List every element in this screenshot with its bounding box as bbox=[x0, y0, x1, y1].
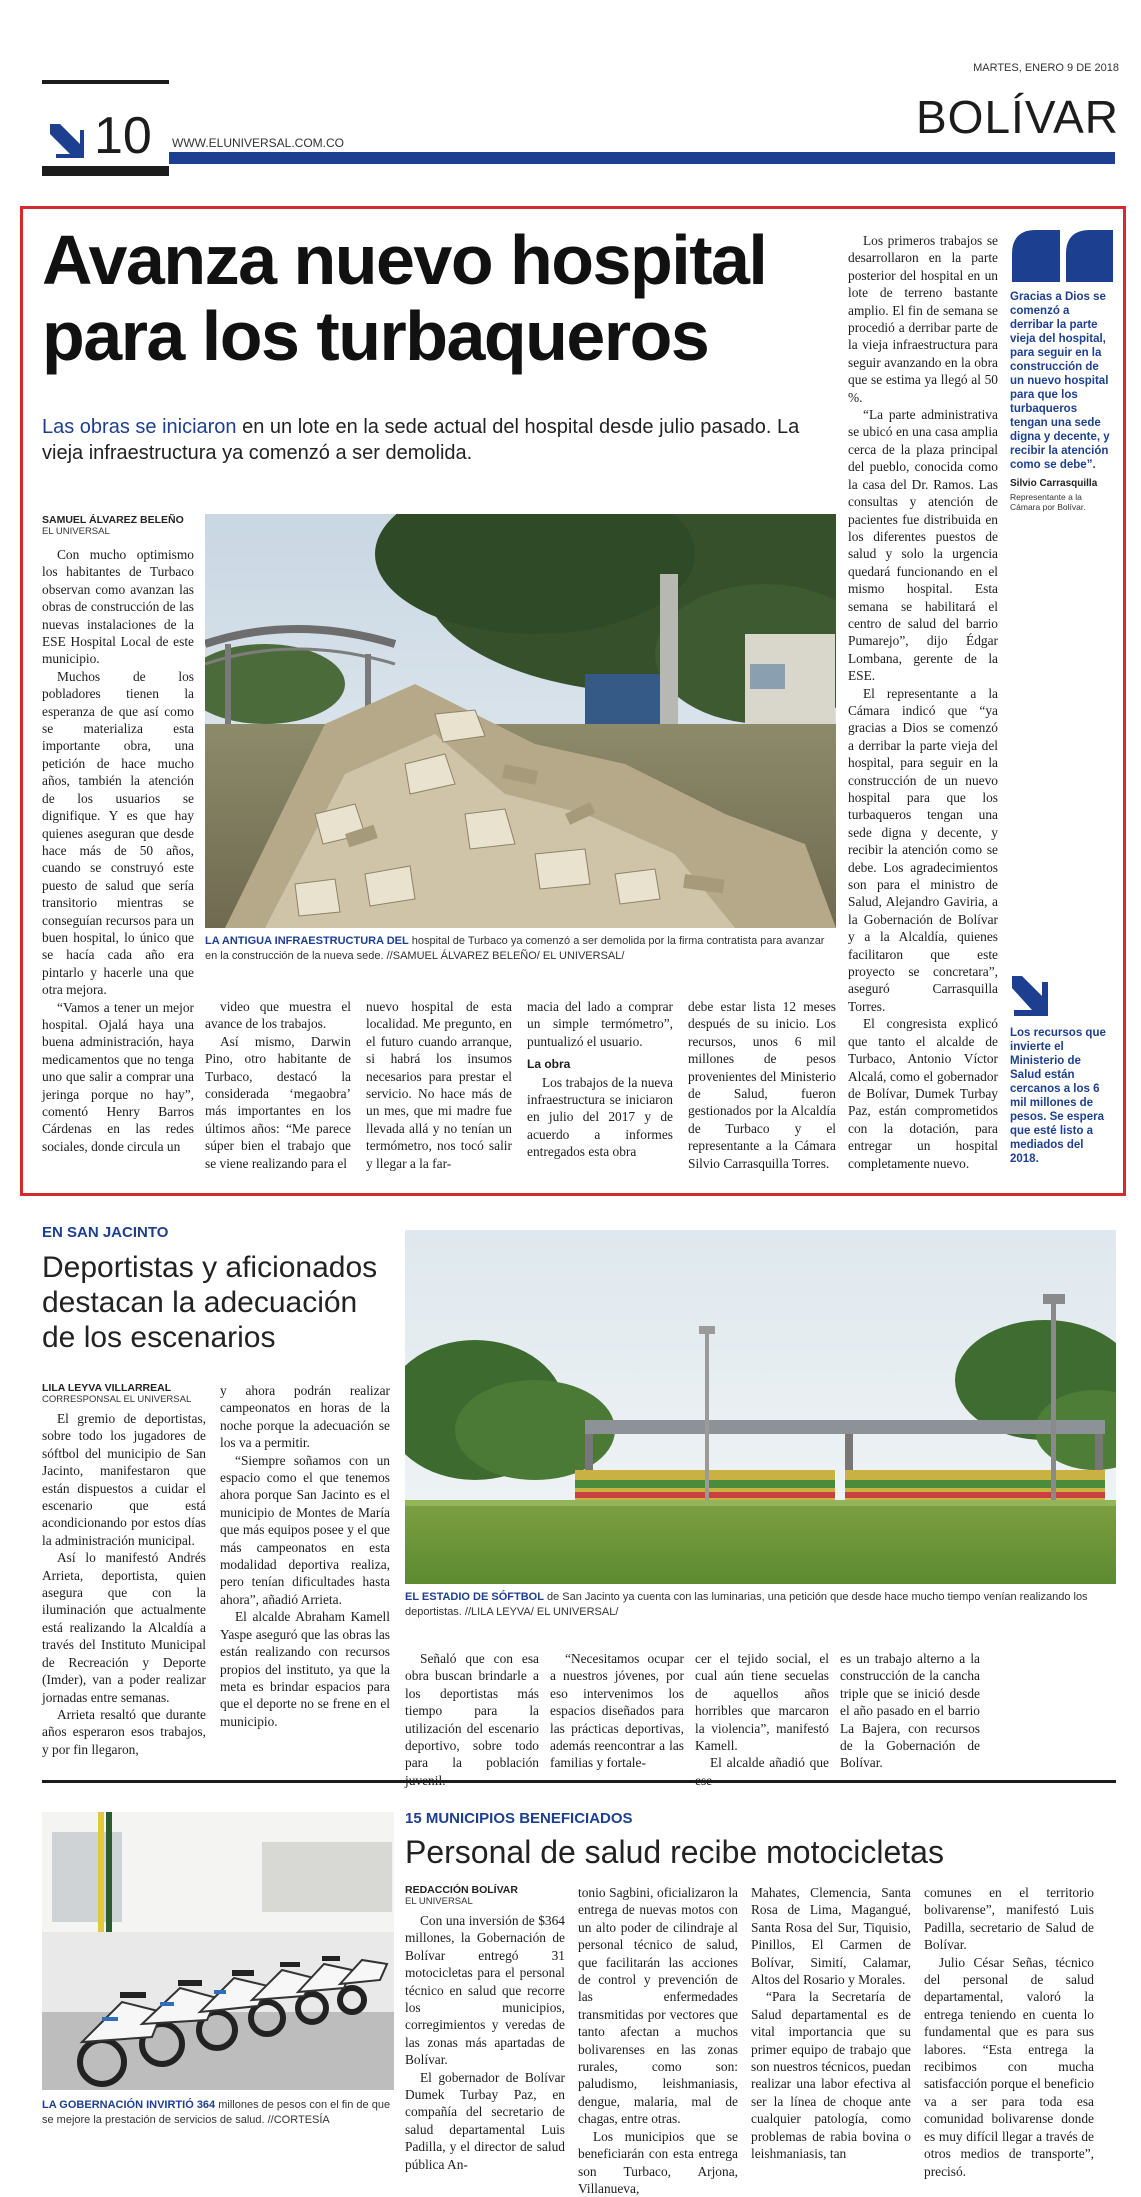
header-arrow-icon bbox=[46, 120, 86, 160]
fact-arrow-icon bbox=[1010, 974, 1050, 1018]
article1-right-col bbox=[848, 232, 998, 1172]
website-url: WWW.ELUNIVERSAL.COM.CO bbox=[172, 136, 345, 150]
article1-byline-role: EL UNIVERSAL bbox=[42, 526, 110, 537]
section-divider bbox=[42, 1780, 1116, 1783]
article1-col2-p1: video que muestra el avance de los trabajos. bbox=[205, 999, 351, 1032]
article3-byline: REDACCIÓN BOLÍVAR bbox=[405, 1884, 518, 1896]
article2-photo-caption bbox=[405, 1590, 1116, 1620]
quote-author-role: Representante a la Cámara por Bolívar. bbox=[1010, 492, 1086, 512]
article3-col2-p1: tonio Sagbini, oficializaron la entrega de nuevas motos con un alto poder de cilindraje al personal técnico de salud, que facilitarán las acciones de control y prevención de las enfermedades transmitidas por vectores que tanto afectan a muchos bolivarenses en las zonas rurales, como son: paludismo, leishmaniasis, dengue, malaria, mal de chagas, entre otras. bbox=[578, 1885, 738, 2127]
page-number-underline bbox=[42, 166, 169, 176]
article3-col4-p2: Julio César Señas, técnico del personal de salud departamental, valoró la entrega teniendo en cuenta lo fundamental que es para sus labores. “Esta entrega la recibimos con mucha satisfacción porque el beneficio va a ser para toda esa comunidad bolivarense donde es muy difícil llegar a través de otros medios de transporte”, precisó. bbox=[924, 1954, 1094, 2179]
article2-byline: LILA LEYVA VILLARREAL bbox=[42, 1382, 172, 1394]
article3-col3 bbox=[751, 1884, 911, 2163]
article1-right-p1: Los primeros trabajos se desarrollaron en la parte posterior del hospital en un lote de terreno bastante amplio. El fin de semana se procedió a derribar parte de la vieja infraestructura para seguir avanzando en la obra que se estima ya llegó al 50 %. bbox=[848, 233, 998, 405]
article1-byline: SAMUEL ÁLVAREZ BELEÑO bbox=[42, 514, 184, 526]
article2-kicker: EN SAN JACINTO bbox=[42, 1224, 169, 1241]
article3-col1-p1: Con una inversión de $364 millones, la Gobernación de Bolívar entregó 31 motocicletas para el personal técnico en salud que recorre los municipios, corregimientos y veredas de las zonas más apartadas de Bolívar. bbox=[405, 1913, 565, 2068]
article1-deck-rest: en un lote en la sede actual del hospital desde julio pasado. La vieja infraestructura ya comenzó a ser demolida. bbox=[42, 416, 800, 464]
article3-kicker: 15 MUNICIPIOS BENEFICIADOS bbox=[405, 1810, 633, 1827]
article1-right-p2: “La parte administrativa se ubicó en una casa amplia cerca de la plaza principal del pueblo, conocida como la casa del Dr. Ramos. Las consultas y atención de pacientes fue distribuida en los diferentes puestos de salud y solo la urgencia quedará funcionando en el mismo hospital. Esta semana se habilitará el centro de salud del barrio Pumarejo”, dijo Édgar Lombana, gerente de la ESE. bbox=[848, 407, 998, 684]
article2-col5-p1: cer el tejido social, el cual aún tiene secuelas de aquellos años horribles que marcaron la violencia”, manifestó Kamell. bbox=[695, 1651, 829, 1754]
page-number: 10 bbox=[94, 107, 152, 165]
article3-col1-p2: El gobernador de Bolívar Dumek Turbay Paz, en compañía del secretario de salud departamental Luis Padilla, y el director de salud pública An- bbox=[405, 2069, 565, 2172]
article2-col2-p3: El alcalde Abraham Kamell Yaspe aseguró que las obras las están realizando con recursos propios del instituto, ya que la meta es brindar espacios para que el deporte no se frene en el municipio. bbox=[220, 1609, 390, 1729]
article1-title: Avanza nuevo hospital para los turbaqueros bbox=[42, 221, 767, 375]
article3-col2-p2: Los municipios que se beneficiarán con esta entrega son Turbaco, Arjona, Villanueva, bbox=[578, 2128, 738, 2196]
article2-col2 bbox=[220, 1382, 390, 1730]
article2-col6 bbox=[840, 1650, 980, 1772]
article1-pull-quote: Gracias a Dios se comenzó a derribar la parte vieja del hospital, para seguir en la construcción de un nuevo hospital para que los turbaqueros tengan una sede digna y decente, y recibir la atención como se debe”. bbox=[1010, 291, 1110, 471]
article2-col6-p1: es un trabajo alterno a la construcción de la cancha triple que se inició desde el año pasado en el barrio La Bajera, con recursos de la Gobernación de Bolívar. bbox=[840, 1651, 980, 1771]
article2-photo bbox=[405, 1230, 1116, 1584]
article3-col4-p1: comunes en el territorio bolivarense”, manifestó Luis Padilla, secretario de Salud de Bolívar. bbox=[924, 1885, 1094, 1953]
article1-fact-box: Los recursos que invierte el Ministerio de Salud están cercanos a los 6 mil millones de pesos. Se espera que esté listo a mediados del 2018. bbox=[1010, 1027, 1106, 1165]
article1-col1-p1: Con mucho optimismo los habitantes de Turbaco observan como avanzan las obras de construcción de las nuevas instalaciones de la ESE Hospital Local de este municipio. bbox=[42, 547, 194, 667]
article1-deck bbox=[42, 414, 842, 466]
article1-photo-caption bbox=[205, 934, 836, 964]
article1-col1-p2: Muchos de los pobladores tienen la esperanza de que así como se materializa esta importante obra, una petición de hace mucho años, también la atención de los usuarios se dignifique. Y es que hay quienes aseguran que desde hace más de 50 años, cuando se construyó este puesto de salud que sería transitorio mientras se conseguían recursos para un buen hospital, lo único que se hacía cada año era pintarlo y hacerle una que otra mejora. bbox=[42, 668, 194, 998]
article3-photo-caption-lead: LA GOBERNACIÓN INVIRTIÓ 364 bbox=[42, 2099, 216, 2111]
article3-photo bbox=[42, 1812, 394, 2090]
article2-title: Deportistas y aficionados destacan la adecuación de los escenarios bbox=[42, 1251, 378, 1354]
article1-col3-p1: nuevo hospital de esta localidad. Me pregunto, en el futuro cuando arranque, si habrá los insumos necesarios para prestar el servicio. No hace más de un mes, que mi madre fue llevada allá y no tenían un termómetro, nos tocó salir y llegar a la far- bbox=[366, 999, 512, 1171]
article1-byline-block bbox=[42, 514, 184, 537]
article3-col3-p2: “Para la Secretaría de Salud departamental es de vital importancia que su primer equipo de trabajo que son nuestros técnicos, puedan realizar una labor efectiva al ser la línea de choque ante cualquier patología, como problemas de rabia bovina o leishmaniasis, tan bbox=[751, 1989, 911, 2162]
article3-col2 bbox=[578, 1884, 738, 2197]
article1-deck-lead: Las obras se iniciaron bbox=[42, 416, 237, 438]
stadium-photo-image bbox=[405, 1230, 1116, 1584]
motorcycles-photo-image bbox=[42, 1812, 394, 2090]
article3-title: Personal de salud recibe motocicletas bbox=[405, 1834, 944, 1870]
article1-photo-caption-text: hospital de Turbaco ya comenzó a ser demolida por la firma contratista para avanzar en la construcción de la nueva sede. //SAMUEL ÁLVAREZ BELEÑO/ EL UNIVERSAL/ bbox=[205, 935, 825, 962]
article3-photo-caption-text: millones de pesos con el fin de que se mejore la prestación de servicios de salud. //CORTESÍA bbox=[42, 2099, 391, 2126]
article2-photo-caption-lead: EL ESTADIO DE SÓFTBOL bbox=[405, 1591, 544, 1603]
article3-byline-role: EL UNIVERSAL bbox=[405, 1896, 473, 1907]
article1-right-p4: El congresista explicó que tanto el alcalde de Turbaco, Antonio Víctor Alcalá, como el gobernador de Bolívar, Dumek Turbay Paz, están comprometidos con la dotación, para entregar un hospital completamente nuevo. bbox=[848, 1016, 998, 1171]
article2-col3 bbox=[405, 1650, 539, 1789]
article2-col2-p2: “Siempre soñamos con un espacio como el que tenemos ahora porque San Jacinto es el municipio de Montes de María que más equipos posee y el que más campeonatos en esta modalidad deportiva realiza, pero tenían dificultades hasta ahora”, añadió Arrieta. bbox=[220, 1452, 390, 1607]
article1-col4-subhead: La obra bbox=[527, 1057, 571, 1072]
article1-col4-p1: macia del lado a comprar un simple termómetro”, puntualizó el usuario. bbox=[527, 999, 673, 1049]
article2-col2-p1: y ahora podrán realizar campeonatos en horas de la noche porque la adecuación se los va a permitir. bbox=[220, 1383, 390, 1451]
article2-col1-p1: El gremio de deportistas, sobre todo los jugadores de sóftbol del municipio de San Jacinto, manifestaron que están dispuestos a cuidar el escenario que está acondicionando por estos días la administración municipal. bbox=[42, 1411, 206, 1548]
header-date: MARTES, ENERO 9 DE 2018 bbox=[973, 62, 1119, 74]
article1-col2 bbox=[205, 998, 351, 1172]
article1-col2-p2: Así mismo, Darwin Pino, otro habitante de Turbaco, destacó la considerada ‘megaobra’ más importantes en los últimos años: “Me parece súper bien el trabajo que se viene realizando para el bbox=[205, 1033, 351, 1171]
header-blue-band bbox=[169, 152, 1115, 164]
article3-photo-caption bbox=[42, 2098, 394, 2128]
article1-col4 bbox=[527, 998, 673, 1161]
article1-col1 bbox=[42, 546, 194, 1155]
quote-author: Silvio Carrasquilla bbox=[1010, 478, 1098, 489]
article1-col1-p3: “Vamos a tener un mejor hospital. Ojalá haya una buena administración, haya medicamentos que no tenga uno que salir a comprar una jeringa porque no hay”, comentó Henry Barros Cárdenas en las redes sociales, donde circula un bbox=[42, 999, 194, 1154]
article2-col5-p2: El alcalde añadió que bbox=[710, 1755, 829, 1771]
article1-col4-p2: Los trabajos de la nueva infraestructura se iniciaron en julio del 2017 y de acuerdo a informes entregados esta obra bbox=[527, 1074, 673, 1160]
article1-right-p3: El representante a la Cámara indicó que “ya gracias a Dios se comenzó a derribar la parte vieja del hospital, para seguir en la construcción de un nuevo hospital para que los turbaqueros tengan una sede digna y decente, y recibir la atención como se debe. Los agradecimientos son para el ministro de Salud, Alejandro Gaviria, a la Gobernación de Bolívar y a la Alcaldía, quienes facilitaron que este proyecto se concretara”, aseguró Carrasquilla Torres. bbox=[848, 685, 998, 1014]
article1-col5-p1: debe estar lista 12 meses después de su inicio. Los recursos, unos 6 mil millones de pesos provenientes del Ministerio de Salud, fueron gestionados por la Alcaldía de Turbaco y el representante a la Cámara Silvio Carrasquilla Torres. bbox=[688, 999, 836, 1171]
article3-byline-block bbox=[405, 1884, 518, 1907]
article1-col3 bbox=[366, 998, 512, 1172]
quote-marks-icon bbox=[1010, 228, 1115, 284]
article2-col4-p1: “Necesitamos ocupar a nuestros jóvenes, por eso intervenimos los espacios diseñados para las prácticas deportivas, además reencontrar a las familias y fortale- bbox=[550, 1651, 684, 1771]
demolition-photo-image bbox=[205, 514, 836, 928]
article2-col1-p2: Así lo manifestó Andrés Arrieta, deportista, quien asegura que con la iluminación que actualmente está realizando la Alcaldía a través del Instituto Municipal de Recreación y Deporte (Imder), van a poder realizar jornadas entre semanas. bbox=[42, 1550, 206, 1705]
article2-photo-caption-text: de San Jacinto ya cuenta con las luminarias, una petición que desde hace mucho tiempo venían realizando los deportistas. //LILA LEYVA/ EL UNIVERSAL/ bbox=[405, 1591, 1088, 1618]
article2-col5 bbox=[695, 1650, 829, 1789]
article3-col1 bbox=[405, 1912, 565, 2173]
header-rule-top bbox=[42, 80, 169, 84]
article2-col4 bbox=[550, 1650, 684, 1772]
section-name: BOLÍVAR bbox=[916, 91, 1119, 143]
article2-byline-role: CORRESPONSAL EL UNIVERSAL bbox=[42, 1394, 192, 1405]
article2-col3-p1: Señaló que con esa obra buscan brindarle a los deportistas más tiempo para la utilización del escenario deportivo, sobre todo para la población bbox=[405, 1651, 539, 1771]
article1-photo-caption-lead: LA ANTIGUA INFRAESTRUCTURA DEL bbox=[205, 935, 409, 947]
article2-col1-p3: Arrieta resaltó que durante años esperaron esos trabajos, y por fin llegaron, bbox=[42, 1706, 206, 1757]
article2-byline-block bbox=[42, 1382, 191, 1405]
article1-col5 bbox=[688, 998, 836, 1172]
article1-photo bbox=[205, 514, 836, 928]
article3-col3-p1: Mahates, Clemencia, Santa Rosa de Lima, Magangué, Santa Rosa del Sur, Tiquisio, Pinillos, El Carmen de Bolívar, Simití, Calamar, Altos del Rosario y Morales. bbox=[751, 1885, 911, 1988]
article3-col4 bbox=[924, 1884, 1094, 2180]
article2-col1 bbox=[42, 1410, 206, 1758]
